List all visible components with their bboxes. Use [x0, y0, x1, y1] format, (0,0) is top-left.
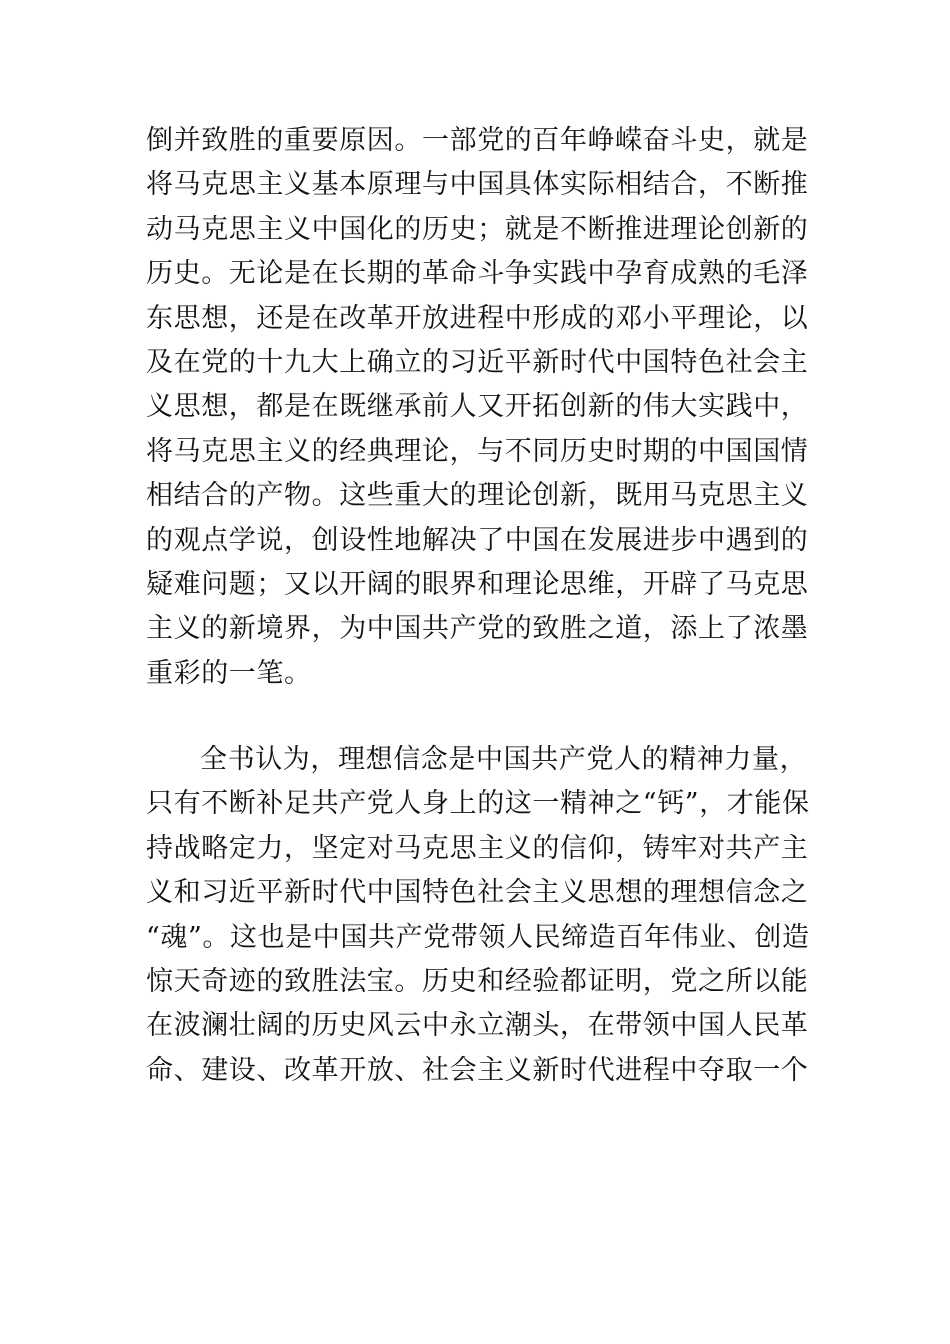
paragraph-line: 疑难问题；又以开阔的眼界和理论思维，开辟了马克思 — [146, 568, 809, 600]
paragraph-1 — [146, 119, 808, 696]
paragraph-line: 倒并致胜的重要原因。一部党的百年峥嵘奋斗史，就是 — [146, 125, 809, 156]
paragraph-line: 命、建设、改革开放、社会主义新时代进程中夺取一个 — [146, 1054, 809, 1086]
paragraph-line: 动马克思主义中国化的历史；就是不断推进理论创新的 — [146, 213, 809, 245]
paragraph-line: 将马克思主义基本原理与中国具体实际相结合，不断推 — [146, 169, 809, 201]
paragraph-line: 惊天奇迹的致胜法宝。历史和经验都证明，党之所以能 — [146, 965, 809, 997]
paragraph-line: 及在党的十九大上确立的习近平新时代中国特色社会主 — [146, 346, 809, 378]
paragraph-line: 全书认为，理想信念是中国共产党人的精神力量， — [200, 744, 808, 775]
paragraph-line: 的观点学说，创设性地解决了中国在发展进步中遇到的 — [146, 524, 809, 556]
paragraph-line: 义和习近平新时代中国特色社会主义思想的理想信念之 — [146, 877, 809, 909]
paragraph-line: “魂”。这也是中国共产党带领人民缔造百年伟业、创造 — [146, 921, 810, 953]
paragraph-line: 将马克思主义的经典理论，与不同历史时期的中国国情 — [146, 435, 809, 467]
paragraph-line: 东思想，还是在改革开放进程中形成的邓小平理论，以 — [146, 302, 809, 334]
paragraph-2 — [146, 738, 808, 1093]
paragraph-line: 在波澜壮阔的历史风云中永立潮头，在带领中国人民革 — [146, 1010, 809, 1042]
paragraph-line: 相结合的产物。这些重大的理论创新，既用马克思主义 — [146, 480, 809, 512]
paragraph-line: 重彩的一笔。 — [146, 657, 312, 689]
paragraph-line: 只有不断补足共产党人身上的这一精神之“钙”，才能保 — [146, 788, 810, 820]
paragraph-line: 持战略定力，坚定对马克思主义的信仰，铸牢对共产主 — [146, 832, 809, 864]
paragraph-line: 主义的新境界，为中国共产党的致胜之道，添上了浓墨 — [146, 613, 809, 645]
paragraph-line: 义思想，都是在既继承前人又开拓创新的伟大实践中， — [146, 391, 809, 423]
paragraph-line: 历史。无论是在长期的革命斗争实践中孕育成熟的毛泽 — [146, 258, 809, 290]
